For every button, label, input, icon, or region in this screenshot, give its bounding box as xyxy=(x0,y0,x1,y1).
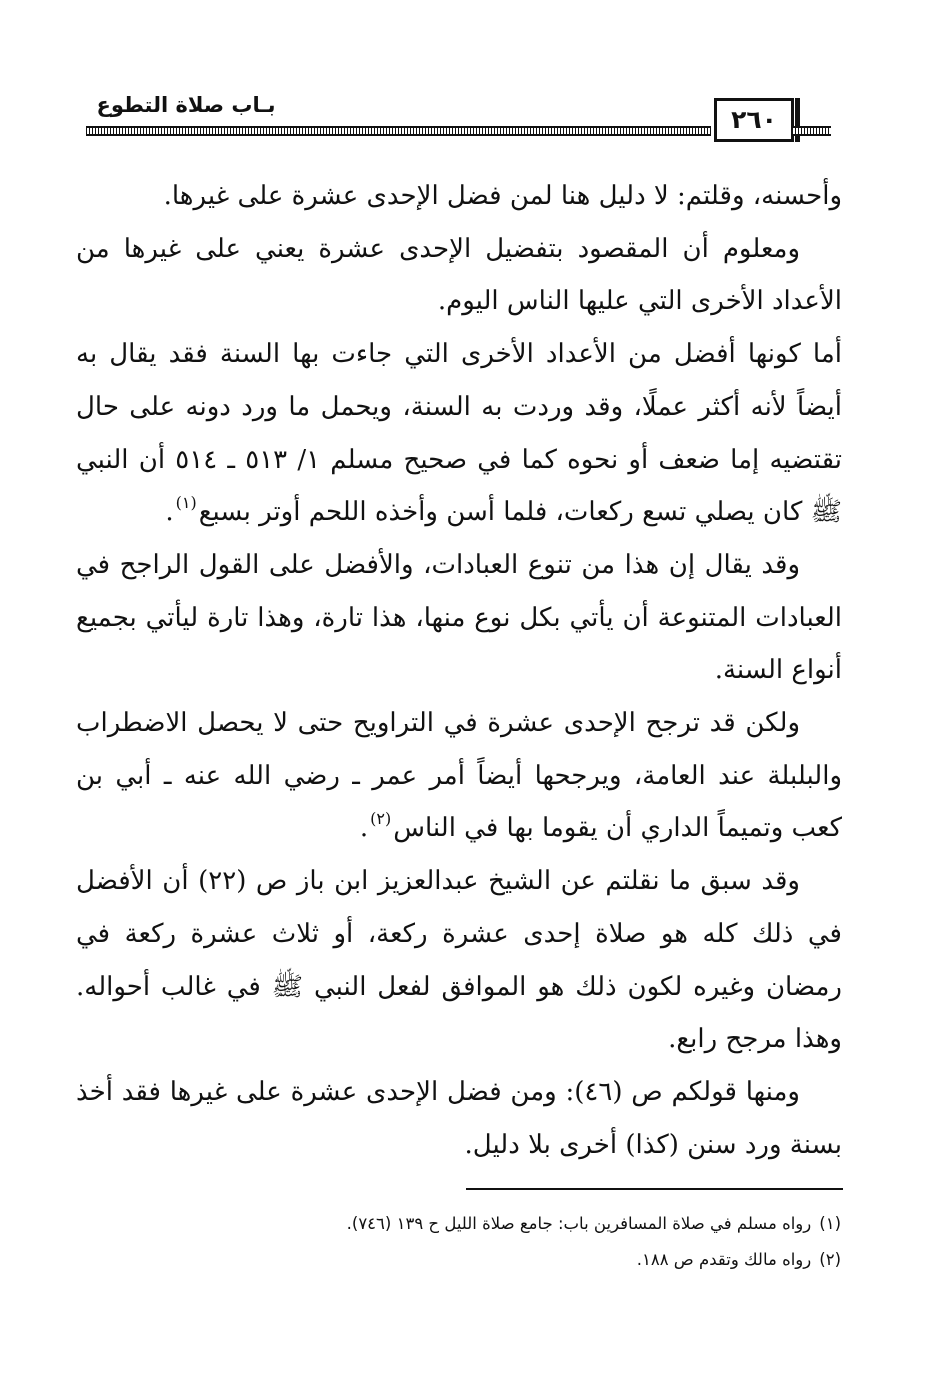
page-number: ٢٦٠ xyxy=(714,98,794,142)
footnote-number: (٢) xyxy=(819,1250,841,1269)
paragraph-text: ولكن قد ترجح الإحدى عشرة في التراويح حتى لا يحصل الاضطراب والبلبلة عند العامة، ويرجحها أيضاً أمر عمر ـ رضي الله عنه ـ أبي بن كعب وتميماً الداري أن يقوما بها في الناس xyxy=(76,708,842,844)
footnotes xyxy=(200,1206,841,1278)
footnote xyxy=(200,1242,841,1278)
paragraph xyxy=(76,697,842,855)
paragraph xyxy=(76,223,842,328)
footnote-separator xyxy=(466,1188,843,1190)
paragraph xyxy=(76,170,842,223)
chapter-title: بـاب صلاة التطوع xyxy=(96,93,276,117)
footnote-text: رواه مالك وتقدم ص ١٨٨. xyxy=(636,1250,812,1269)
paragraph-tail: . xyxy=(165,497,174,528)
paragraph xyxy=(76,328,842,539)
main-text xyxy=(76,170,842,1171)
paragraph-text: وأحسنه، وقلتم: لا دليل هنا لمن فضل الإحدى عشرة على غيرها. xyxy=(163,181,842,211)
footnote xyxy=(200,1206,841,1242)
paragraph xyxy=(76,1066,842,1171)
paragraph-text: ومعلوم أن المقصود بتفضيل الإحدى عشرة يعني على غيرها من الأعداد الأخرى التي عليها الناس اليوم. xyxy=(76,233,842,317)
paragraph-text: وقد يقال إن هذا من تنوع العبادات، والأفضل على القول الراجح في العبادات المتنوعة أن يأتي بكل نوع منها، هذا تارة، وهذا تارة ليأتي بجميع أنواع السنة. xyxy=(76,549,842,686)
paragraph-tail: . xyxy=(359,813,369,844)
paragraph xyxy=(76,855,842,1066)
footnote-text: رواه مسلم في صلاة المسافرين باب: جامع صلاة الليل ح ١٣٩ (٧٤٦). xyxy=(346,1214,812,1233)
footnote-reference[interactable]: (١) xyxy=(175,493,197,513)
paragraph-text: ومنها قولكم ص (٤٦): ومن فضل الإحدى عشرة على غيرها فقد أخذ بسنة ورد سنن (كذا) أخرى بلا دليل. xyxy=(76,1076,842,1160)
page-header xyxy=(86,88,831,144)
paragraph xyxy=(76,539,842,697)
paragraph-text: وقد سبق ما نقلتم عن الشيخ عبدالعزيز ابن باز ص (٢٢) أن الأفضل في ذلك كله هو صلاة إحدى عشرة ركعة، أو ثلاث عشرة ركعة في رمضان وغيره لكون ذلك هو الموافق لفعل النبي ﷺ في غالب أحواله. وهذا مرجح رابع. xyxy=(76,866,842,1055)
paragraph-text: أما كونها أفضل من الأعداد الأخرى التي جاءت بها السنة فقد يقال به أيضاً لأنه أكثر عملًا، وقد وردت به السنة، ويحمل ما ورد دونه على حال تقتضيه إما ضعف أو نحوه كما في صحيح مسلم ١/ ٥١٣ ـ ٥١٤ أن النبي ﷺ كان يصلي تسع ركعات، فلما أسن وأخذه اللحم أوتر بسبع xyxy=(76,339,843,528)
header-rule-end xyxy=(792,126,831,136)
header-rule xyxy=(86,126,711,136)
footnote-reference[interactable]: (٢) xyxy=(370,809,392,829)
footnote-number: (١) xyxy=(819,1214,841,1233)
